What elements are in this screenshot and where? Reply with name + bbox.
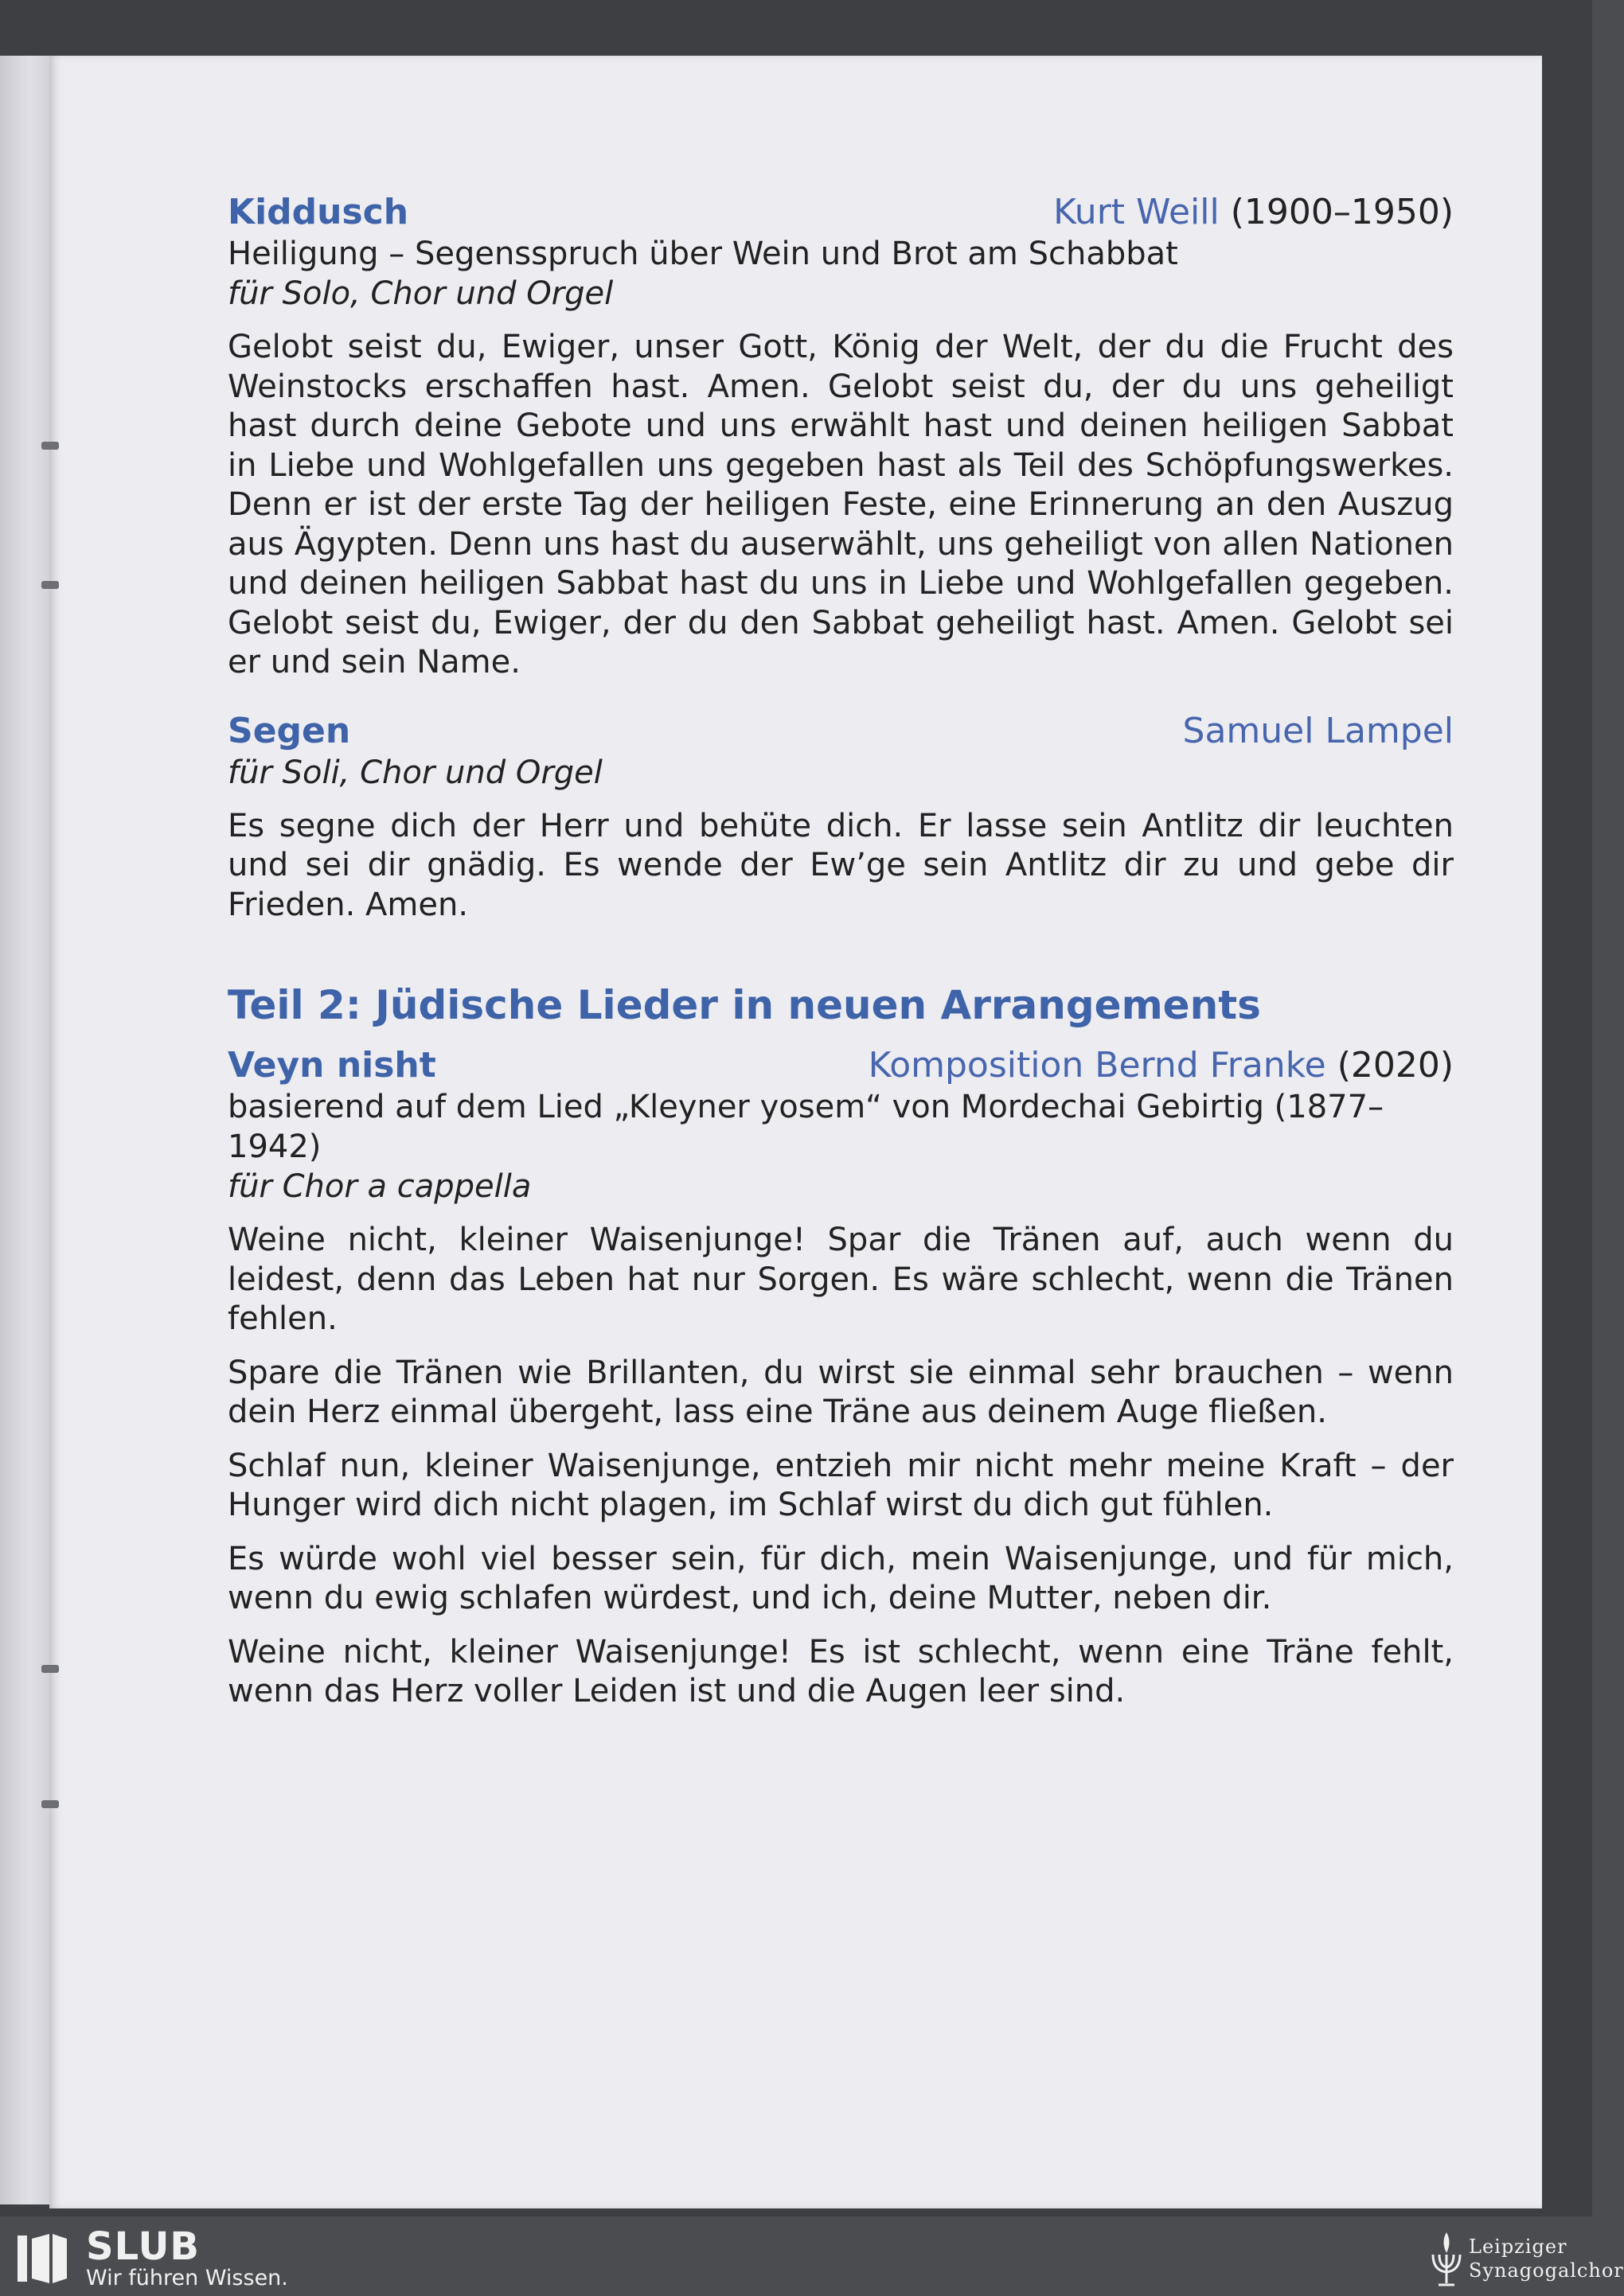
section-heading: Teil 2: Jüdische Lieder in neuen Arrangements xyxy=(228,982,1261,1028)
library-claim: Wir führen Wissen. xyxy=(86,2266,288,2290)
slub-logo-icon xyxy=(14,2231,70,2286)
composer-name: Komposition Bernd Franke xyxy=(868,1045,1326,1086)
facing-page-edge xyxy=(0,56,49,2204)
lyrics-paragraph: Schlaf nun, kleiner Waisenjunge, entzieh mir nicht mehr meine Kraft – der Hunger wird dich nicht plagen, im Schlaf wirst du dich gut fühlen. xyxy=(228,1447,1454,1523)
composer-name: Samuel Lampel xyxy=(1182,710,1454,751)
piece-title: Veyn nisht xyxy=(228,1045,436,1086)
lyrics-paragraph: Spare die Tränen wie Brillanten, du wirst sie einmal sehr brauchen – wenn dein Herz einmal übergeht, lass eine Träne aus deinem Auge fließen. xyxy=(228,1354,1454,1430)
composer-name: Kurt Weill xyxy=(1053,192,1220,232)
piece-header-segen xyxy=(228,710,1454,753)
lyrics-paragraph: Es segne dich der Herr und behüte dich. Er lasse sein Antlitz dir leuchten und sei dir gnädig. Es wende der Ew’ge sein Antlitz dir zu und gebe dir Frieden. Amen. xyxy=(228,807,1454,923)
staple-mark xyxy=(41,581,59,589)
piece-header-kiddusch xyxy=(228,191,1454,234)
lyrics-paragraph: Weine nicht, kleiner Waisenjunge! Es ist schlecht, wenn eine Träne fehlt, wenn das Herz voller Leiden ist und die Augen leer sind. xyxy=(228,1633,1454,1709)
composer-years: (1900–1950) xyxy=(1230,192,1454,232)
composer-years: (2020) xyxy=(1337,1045,1454,1086)
staple-mark xyxy=(41,1800,59,1808)
piece-header-veyn-nisht xyxy=(228,1044,1454,1087)
composer-credit xyxy=(1053,191,1454,234)
staple-mark xyxy=(41,1665,59,1673)
piece-title: Segen xyxy=(228,710,351,751)
piece-scoring: für Chor a cappella xyxy=(228,1168,532,1205)
lyrics-paragraph: Es würde wohl viel besser sein, für dich, mein Waisenjunge, und für mich, wenn du ewig schlafen würdest, und ich, deine Mutter, neben dir. xyxy=(228,1540,1454,1616)
page-content xyxy=(228,191,1454,1712)
piece-scoring: für Solo, Chor und Orgel xyxy=(228,275,614,312)
staple-mark xyxy=(41,442,59,450)
library-name: SLUB xyxy=(86,2224,201,2269)
composer-credit xyxy=(869,1044,1454,1087)
menorah-logo-icon xyxy=(1427,2226,1466,2290)
piece-title: Kiddusch xyxy=(228,192,409,232)
choir-name-line1: Leipziger xyxy=(1469,2236,1567,2258)
lyrics-paragraph: Weine nicht, kleiner Waisenjunge! Spar die Tränen auf, auch wenn du leidest, denn das Leben hat nur Sorgen. Es wäre schlecht, wenn die Tränen fehlen. xyxy=(228,1222,1454,1337)
choir-name-line2: Synagogalchor xyxy=(1469,2259,1624,2282)
piece-subtitle: basierend auf dem Lied „Kleyner yosem“ von Mordechai Gebirtig (1877–1942) xyxy=(228,1089,1384,1165)
lyrics-paragraph: Gelobt seist du, Ewiger, unser Gott, König der Welt, der du die Frucht des Weinstocks erschaffen hast. Amen. Gelobt seist du, der du uns geheiligt hast durch deine Gebote und uns erwählt hast und deinen heiligen Sabbat in Liebe und Wohlgefallen uns gegeben hast als Teil des Schöpfungswerkes. Denn er ist der erste Tag der heiligen Feste, eine Erinnerung an den Auszug aus Ägypten. Denn uns hast du auserwählt, uns geheiligt von allen Nationen und deinen heiligen Sabbat hast du uns in Liebe und Wohlgefallen gegeben. Gelobt seist du, Ewiger, der du den Sabbat geheiligt hast. Amen. Gelobt sei er und sein Name. xyxy=(228,329,1454,680)
piece-scoring: für Soli, Chor und Orgel xyxy=(228,754,603,791)
piece-subtitle: Heiligung – Segensspruch über Wein und Brot am Schabbat xyxy=(228,236,1178,272)
viewer-footer xyxy=(0,2216,1624,2296)
